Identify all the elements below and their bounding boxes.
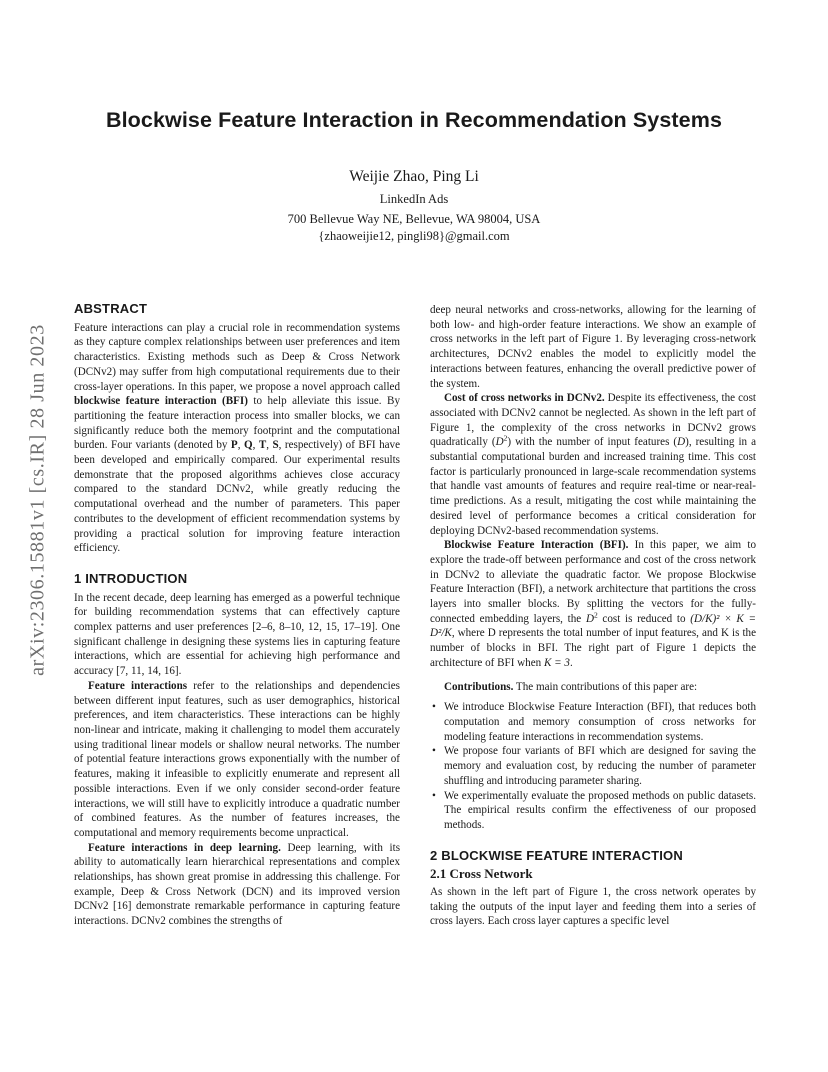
list-item: • We propose four variants of BFI which are designed for saving the memory and evaluation cost, by reducing the number of parameter shuffling and introducing parameter sharing. xyxy=(430,744,756,788)
list-item: • We experimentally evaluate the proposed methods on public datasets. The empirical results confirm the effectiveness of our proposed methods. xyxy=(430,789,756,833)
intro-paragraph-3: Feature interactions in deep learning. Deep learning, with its ability to automatically learn hierarchical representations and complex relationships, has shown great promise in addressing this challenge. For example, Deep & Cross Network (DCN) and its improved version DCNv2 [16] demonstrate remarkable performance in capturing feature interactions. DCNv2 combines the strengths of xyxy=(74,841,401,928)
abstract-paragraph: Feature interactions can play a crucial role in recommendation systems as they capture complex relationships between user preferences and item characteristics. Existing methods such as Deep & Cross Network (DCNv2) may suffer from high computational requirements due to their cross-layer operations. In this paper, we propose a novel approach called blockwise feature interaction (BFI) to help alleviate this issue. By partitioning the feature interaction process into smaller blocks, we can significantly reduce both the memory footprint and the computational burden. Four variants (denoted by P, Q, T, S, respectively) of BFI have been developed and empirically compared. Our experimental results demonstrate that the proposed algorithms achieves close accuracy compared to the standard DCNv2, while greatly reducing the computational overhead and the number of parameters. This paper contributes to the development of efficient recommendation systems by providing a practical solution for improving feature interaction efficiency. xyxy=(74,321,401,555)
section-2-paragraph: As shown in the left part of Figure 1, the cross network operates by taking the outputs of the input layer and feeding them into a series of cross layers. Each cross layer captures a specific level xyxy=(430,886,756,928)
section-2-heading: 2 BLOCKWISE FEATURE INTERACTION xyxy=(430,847,683,863)
subsection-2-1-heading: 2.1 Cross Network xyxy=(430,866,533,882)
intro-paragraph-3-continued: deep neural networks and cross-networks, allowing for the learning of both low- and high-order feature interactions. We show an example of cross networks in the left part of Figure 1. By leveraging cross-network architectures, DCNv2 enables the model to explicitly model the interactions between features, enhancing the overall predictive power of the system. xyxy=(430,304,756,390)
right-column xyxy=(430,303,756,929)
introduction-heading: 1 INTRODUCTION xyxy=(74,570,188,586)
bfi-cost-formula: (D/K)² × K = D²/K xyxy=(430,612,757,640)
intro-paragraph-bfi: Blockwise Feature Interaction (BFI). In this paper, we aim to explore the trade-off between performance and cost of the cross network in DCNv2 to alleviate the quadratic factor. We propose Blockwise Feature Interaction (BFI), a network architecture that partitions the cross layers into smaller blocks. By splitting the vectors for the fully-connected embedding layers, the $D^2$ cost is reduced to (D/K)² × K = D²/K, where D represents the total number of input features, and K is the number of blocks in BFI. The right part of Figure 1 depicts the architecture of BFI when K = 3. xyxy=(430,539,757,669)
intro-paragraph-1: In the recent decade, deep learning has emerged as a powerful technique for building recommendation systems that can effectively capture complex patterns and user preferences [2–6, 8–10, 12, 15, 17–19]. One significant challenge in designing these systems lies in capturing feature interactions, which are essential for achieving high performance and accuracy [7, 11, 14, 16]. xyxy=(74,591,400,678)
author-email: {zhaoweijie12, pingli98}@gmail.com xyxy=(318,229,510,243)
arxiv-identifier: arXiv:2306.15881v1 [cs.IR] 28 Jun 2023 xyxy=(26,324,49,676)
left-column xyxy=(74,302,400,929)
arxiv-sidebar xyxy=(24,300,52,700)
list-item: • We introduce Blockwise Feature Interaction (BFI), that reduces both computation and memory consumption of cross networks for modeling feature interactions in recommendation systems. xyxy=(430,700,756,744)
author-address: 700 Bellevue Way NE, Bellevue, WA 98004, USA xyxy=(287,212,541,226)
author-affiliation: LinkedIn Ads xyxy=(379,192,449,206)
bfi-term: blockwise feature interaction (BFI) xyxy=(74,395,248,408)
paper-title: Blockwise Feature Interaction in Recommendation Systems xyxy=(105,108,723,132)
contributions-intro: Contributions. The main contributions of this paper are: xyxy=(444,680,698,693)
contributions-list xyxy=(430,700,756,832)
abstract-heading: ABSTRACT xyxy=(74,301,148,316)
paper-authors: Weijie Zhao, Ping Li xyxy=(349,168,479,185)
intro-paragraph-2: Feature interactions refer to the relationships and dependencies between different input features, such as user demographics, historical preferences, and item characteristics. These interactions can be highly non-linear and intricate, making it challenging to model them accurately using traditional linear models or shallow neural networks. The number of potential feature interactions grows exponentially with the number of features, making it infeasible to explicitly enumerate and represent all possible interactions. Even if we only consider second-order feature interactions, we will still have to explicitly introduce a quadratic number of combined features. As the number of features increases, the computational and memory requirements become unpractical. xyxy=(74,679,400,839)
intro-paragraph-cost: Cost of cross networks in DCNv2. Despite its effectiveness, the cost associated with DCNv2 cannot be neglected. As shown in the left part of Figure 1, the complexity of the cross networks in DCNv2 grows quadratically $(D^2)$ with the number of input features (D), resulting in a substantial computational burden and increased training time. This cost factor is particularly pronounced in large-scale recommendation systems that handle vast amounts of features and require real-time or near-real-time predictions. As a result, mitigating the cost while maintaining the desired level of performance becomes a critical consideration for deploying DCNv2-based recommendation systems. xyxy=(430,392,756,537)
